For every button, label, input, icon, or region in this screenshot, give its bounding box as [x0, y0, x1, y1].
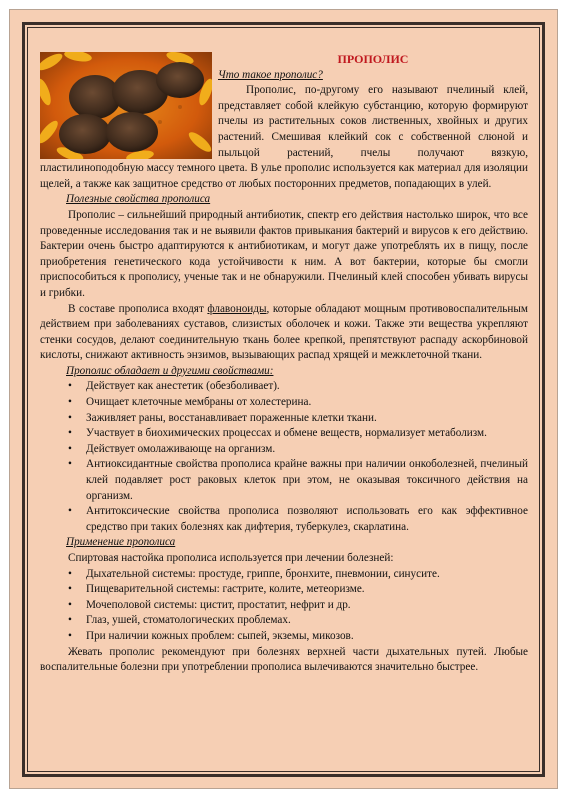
application-list [40, 567, 528, 645]
heading-other-properties: Прополис обладает и другими свойствами: [66, 364, 274, 377]
flavonoids-text-after: , которые обладают мощным противовоспалительным действием при заболеваниях суставов, слизистых оболочек и кожи. Также эти вещества укрепляют стенки сосудов, делают соединительную ткань более крепкой, препятствуют распаду аскорбиновой кислоты, снижают активность энзимов, вызывающих распад хрящей и межклеточной ткани. [40, 302, 528, 362]
heading-useful-properties: Полезные свойства прополиса [66, 193, 211, 206]
heading-what-is-propolis: Что такое прополис? [218, 68, 323, 81]
paragraph-antibiotic: Прополис – сильнейший природный антибиотик, спектр его действия настолько широк, что все проведенные исследования так и не выявили фактов привыкания бактерий и вирусов к его действию. Бактерии очень быстро адаптируются к антибиотикам, и могут даже употреблять их в пищу, после приобретения генетического кода устойчивости к ним. А вот бактерии, которые бы смогли приспособиться к прополису, ученые так и не обнаружили. Пчелиный клей способен убивать вирусы и грибки. [40, 208, 528, 299]
paragraph-closing: Жевать прополис рекомендуют при болезнях верхней части дыхательных путей. Любые воспалительные болезни при употреблении прополиса вылечиваются значительно быстрее. [40, 645, 528, 674]
flavonoids-link[interactable]: флавоноиды [207, 302, 267, 315]
list-item: • Действует как анестетик (обезболивает). [68, 379, 528, 395]
list-item: • Пищеварительной системы: гастрите, колите, метеоризме. [68, 582, 528, 598]
list-item: • Глаз, ушей, стоматологических проблемах. [68, 613, 528, 629]
other-properties-list [40, 379, 528, 535]
paragraph-application-intro: Спиртовая настойка прополиса используется при лечении болезней: [68, 552, 394, 564]
article-content [40, 52, 528, 676]
list-item: • При наличии кожных проблем: сыпей, экземы, микозов. [68, 629, 528, 645]
paragraph-what-is-propolis: Прополис, по-другому его называют пчелиный клей, представляет собой клейкую субстанцию, которую формируют пчелы из растительных соков лиственных, хвойных и других растений. Смешивая клейкий сок с собственной слюной и пыльцой растений, пчелы получают вязкую, пластилиноподобную массу темного цвета. В улье прополис используется как материал для изоляции щелей, а также как защитное средство от любых посторонних предметов, попадающих в улей. [40, 84, 528, 190]
flavonoids-text-before: В составе прополиса входят [68, 302, 208, 315]
list-item: • Очищает клеточные мембраны от холестерина. [68, 395, 528, 411]
list-item: • Действует омолаживающе на организм. [68, 442, 528, 458]
list-item: • Дыхательной системы: простуде, гриппе, бронхите, пневмонии, синусите. [68, 567, 528, 583]
list-item: • Мочеполовой системы: цистит, простатит, нефрит и др. [68, 598, 528, 614]
paragraph-flavonoids [40, 302, 528, 364]
heading-application: Применение прополиса [66, 536, 176, 549]
list-item: • Заживляет раны, восстанавливает пораженные клетки ткани. [68, 411, 528, 427]
list-item: • Антитоксические свойства прополиса позволяют использовать его как эффективное средство при таких болезнях как дифтерия, туберкулез, скарлатина. [68, 504, 528, 535]
propolis-photo [40, 52, 212, 159]
list-item: • Участвует в биохимических процессах и обмене веществ, нормализует метаболизм. [68, 426, 528, 442]
page-title: ПРОПОЛИС [337, 52, 409, 66]
list-item: • Антиоксидантные свойства прополиса крайне важны при наличии онкоболезней, пчелиный клей подавляет рост раковых клеток при этом, не оказывая токсичного действия на организм. [68, 457, 528, 504]
